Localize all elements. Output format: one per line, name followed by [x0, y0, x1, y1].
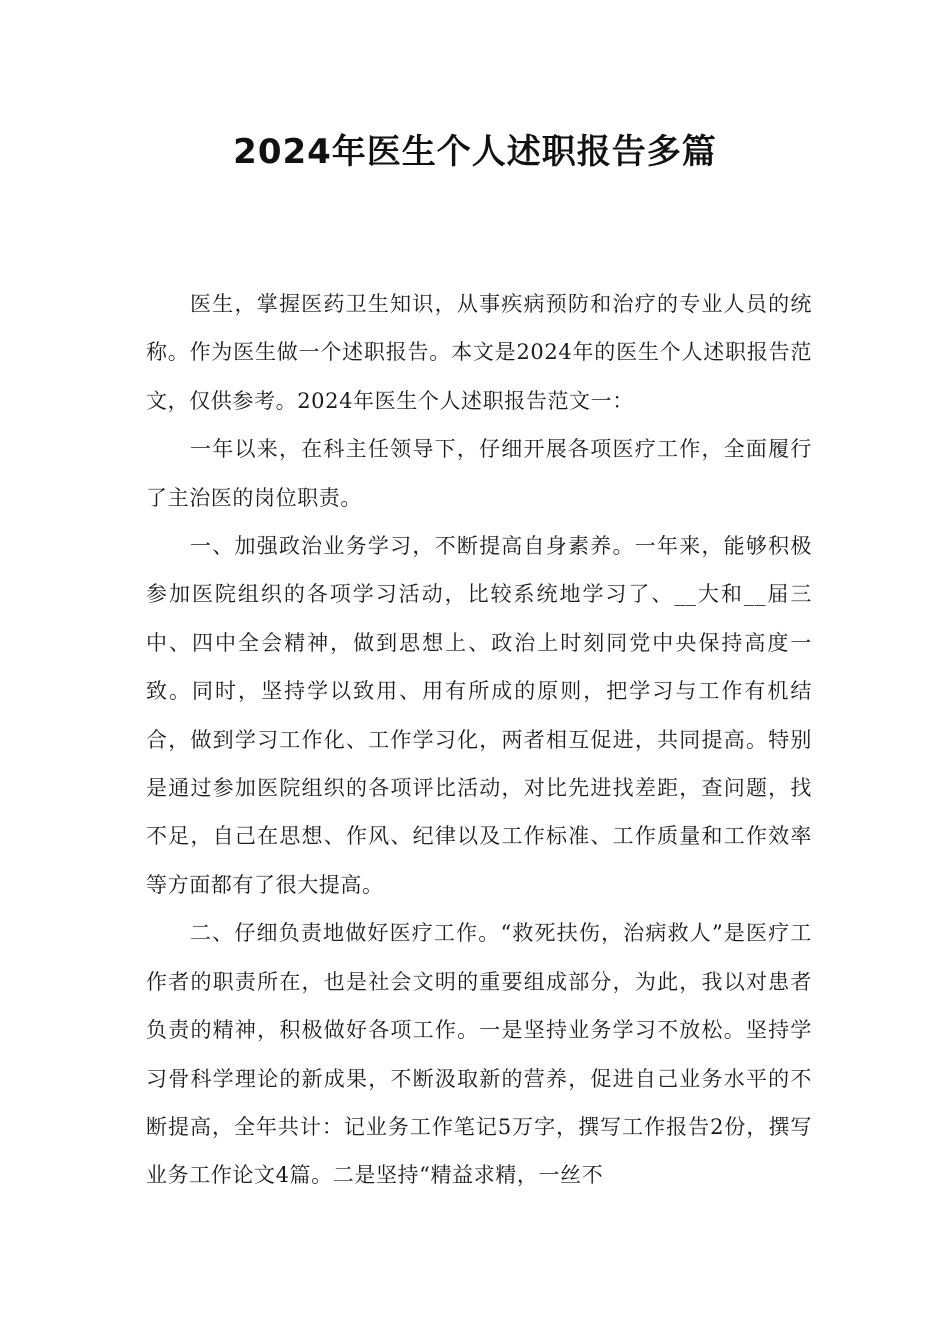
paragraph-overview: 一年以来，在科主任领导下，仔细开展各项医疗工作，全面履行了主治医的岗位职责。 [146, 437, 812, 510]
paragraph-section-one: 一、加强政治业务学习，不断提高自身素养。一年来，能够积极参加医院组织的各项学习活动，比较系统地学习了、__大和__届三中、四中全会精神，做到思想上、政治上时刻同党中央保持高度一致。同时，坚持学以致用、用有所成的原则，把学习与工作有机结合，做到学习工作化、工作学习化，两者相互促进，共同提高。特别是通过参加医院组织的各项评比活动，对比先进找差距，查问题，找不足，自己在思想、作风、纪律以及工作标准、工作质量和工作效率等方面都有了很大提高。 [146, 534, 812, 897]
document-title: 2024年医生个人述职报告多篇 [233, 132, 717, 172]
document-body [146, 280, 812, 1200]
paragraph-section-two: 二、仔细负责地做好医疗工作。“救死扶伤，治病救人”是医疗工作者的职责所在，也是社会文明的重要组成部分，为此，我以对患者负责的精神，积极做好各项工作。一是坚持业务学习不放松。坚持学习骨科学理论的新成果，不断汲取新的营养，促进自己业务水平的不断提高，全年共计：记业务工作笔记5万字，撰写工作报告2份，撰写业务工作论文4篇。二是坚持“精益求精，一丝不 [146, 921, 812, 1188]
paragraph-intro: 医生，掌握医药卫生知识，从事疾病预防和治疗的专业人员的统称。作为医生做一个述职报告。本文是2024年的医生个人述职报告范文，仅供参考。2024年医生个人述职报告范文一： [146, 292, 812, 413]
